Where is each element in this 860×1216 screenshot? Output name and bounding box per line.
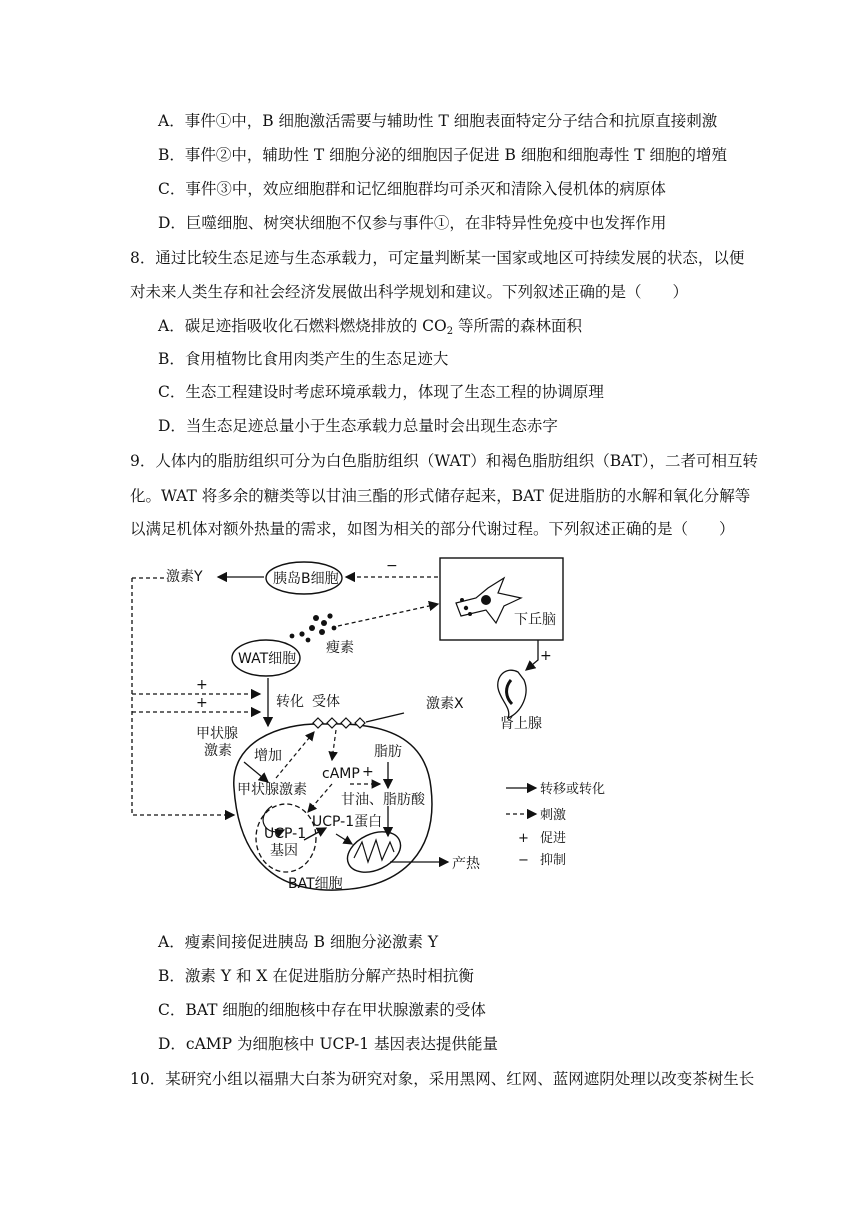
glycerol-fatty-acid-label: 甘油、脂肪酸 xyxy=(341,792,425,808)
wat-cell-label: WAT细胞 xyxy=(238,651,297,667)
adrenal-label: 肾上腺 xyxy=(500,716,542,732)
thyroid-hormone-label-l2: 激素 xyxy=(204,743,232,759)
q8-option-d: D．当生态足迹总量小于生态承载力总量时会出现生态赤字 xyxy=(158,417,558,435)
ucp1-protein-label: UCP-1蛋白 xyxy=(312,814,383,830)
q8-option-a-sub: 2 xyxy=(446,326,454,337)
legend xyxy=(506,782,605,868)
hypothalamus-adrenal-plus: + xyxy=(540,648,552,664)
legend-promote-sign: + xyxy=(518,831,529,846)
hormone-x-label: 激素X xyxy=(426,696,464,712)
thyroid-hormone-label-l1: 甲状腺 xyxy=(196,726,238,742)
q9-option-d: D．cAMP 为细胞核中 UCP-1 基因表达提供能量 xyxy=(158,1035,498,1053)
q9-stem-line3: 以满足机体对额外热量的需求，如图为相关的部分代谢过程。下列叙述正确的是（ ） xyxy=(130,520,735,538)
hypothalamus-label: 下丘脑 xyxy=(514,612,556,628)
convert-label: 转化 xyxy=(276,694,304,710)
hypothalamus-to-adrenal-arrow xyxy=(526,640,538,670)
ucp1-gene-label-l2: 基因 xyxy=(270,843,298,859)
q9-option-b: B．激素 Y 和 X 在促进脂肪分解产热时相抗衡 xyxy=(158,967,474,985)
convert-plus-2: + xyxy=(196,695,208,711)
inhibit-sign: − xyxy=(386,558,398,574)
hormone-y-label: 激素Y xyxy=(166,569,203,585)
q9-stem-line2: 化。WAT 将多余的糖类等以甘油三酯的形式储存起来，BAT 促进脂肪的水解和氧化分解等 xyxy=(130,487,751,505)
q8-option-c: C．生态工程建设时考虑环境承载力，体现了生态工程的协调原理 xyxy=(158,383,604,401)
q7-option-a: A．事件①中，B 细胞激活需要与辅助性 T 细胞表面特定分子结合和抗原直接刺激 xyxy=(158,112,718,130)
q9-option-a: A．瘦素间接促进胰岛 B 细胞分泌激素 Y xyxy=(158,933,439,951)
q7-option-d: D．巨噬细胞、树突状细胞不仅参与事件①，在非特异性免疫中也发挥作用 xyxy=(158,214,667,232)
metabolism-diagram xyxy=(126,548,626,928)
increase-label: 增加 xyxy=(254,748,282,764)
leptin-to-hypothalamus-arrow xyxy=(338,604,438,626)
camp-plus: + xyxy=(362,764,374,780)
legend-stimulate-label: 刺激 xyxy=(540,808,567,823)
leptin-label: 瘦素 xyxy=(326,640,354,656)
legend-transfer-label: 转移或转化 xyxy=(540,782,606,797)
thyroid-hormone-inner-label: 甲状腺激素 xyxy=(237,782,307,798)
q7-option-c: C．事件③中，效应细胞群和记忆细胞群均可杀灭和清除入侵机体的病原体 xyxy=(158,180,666,198)
bat-cell-label: BAT细胞 xyxy=(288,876,343,892)
hormone-x-to-receptor-arrow xyxy=(366,713,404,722)
convert-plus-1: + xyxy=(196,677,208,693)
q8-option-a-post: 等所需的森林面积 xyxy=(453,317,583,335)
legend-promote-label: 促进 xyxy=(540,831,567,846)
adrenal-gland-icon xyxy=(498,670,526,718)
fat-label: 脂肪 xyxy=(374,744,402,760)
q8-option-b: B．食用植物比食用肉类产生的生态足迹大 xyxy=(158,350,449,368)
q10-stem-line1: 10．某研究小组以福鼎大白茶为研究对象，采用黑网、红网、蓝网遮阴处理以改变茶树生长 xyxy=(130,1070,755,1088)
heat-label: 产热 xyxy=(452,856,480,872)
q9-option-c: C．BAT 细胞的细胞核中存在甲状腺激素的受体 xyxy=(158,1001,486,1019)
q8-stem-line1: 8．通过比较生态足迹与生态承载力，可定量判断某一国家或地区可持续发展的状态，以便 xyxy=(130,249,745,267)
hormone-y-to-bat-arrow xyxy=(132,578,234,815)
legend-inhibit-sign: − xyxy=(518,853,529,868)
q9-stem-line1: 9．人体内的脂肪组织可分为白色脂肪组织（WAT）和褐色脂肪组织（BAT），二者可相互转 xyxy=(130,452,759,470)
q8-stem-line2: 对未来人类生存和社会经济发展做出科学规划和建议。下列叙述正确的是（ ） xyxy=(130,283,689,301)
camp-label: cAMP xyxy=(322,766,360,782)
receptor-label: 受体 xyxy=(312,694,340,710)
q7-option-b: B．事件②中，辅助性 T 细胞分泌的细胞因子促进 B 细胞和细胞毒性 T 细胞的增殖 xyxy=(158,146,728,164)
q8-option-a-pre: A．碳足迹指吸收化石燃料燃烧排放的 CO xyxy=(158,317,447,335)
islet-b-cell-label: 胰岛B细胞 xyxy=(273,571,339,587)
legend-inhibit-label: 抑制 xyxy=(540,853,567,868)
ucp1-gene-label-l1: UCP-1 xyxy=(264,826,307,842)
q8-option-a xyxy=(158,316,582,342)
leptin-dots-icon xyxy=(290,613,337,642)
